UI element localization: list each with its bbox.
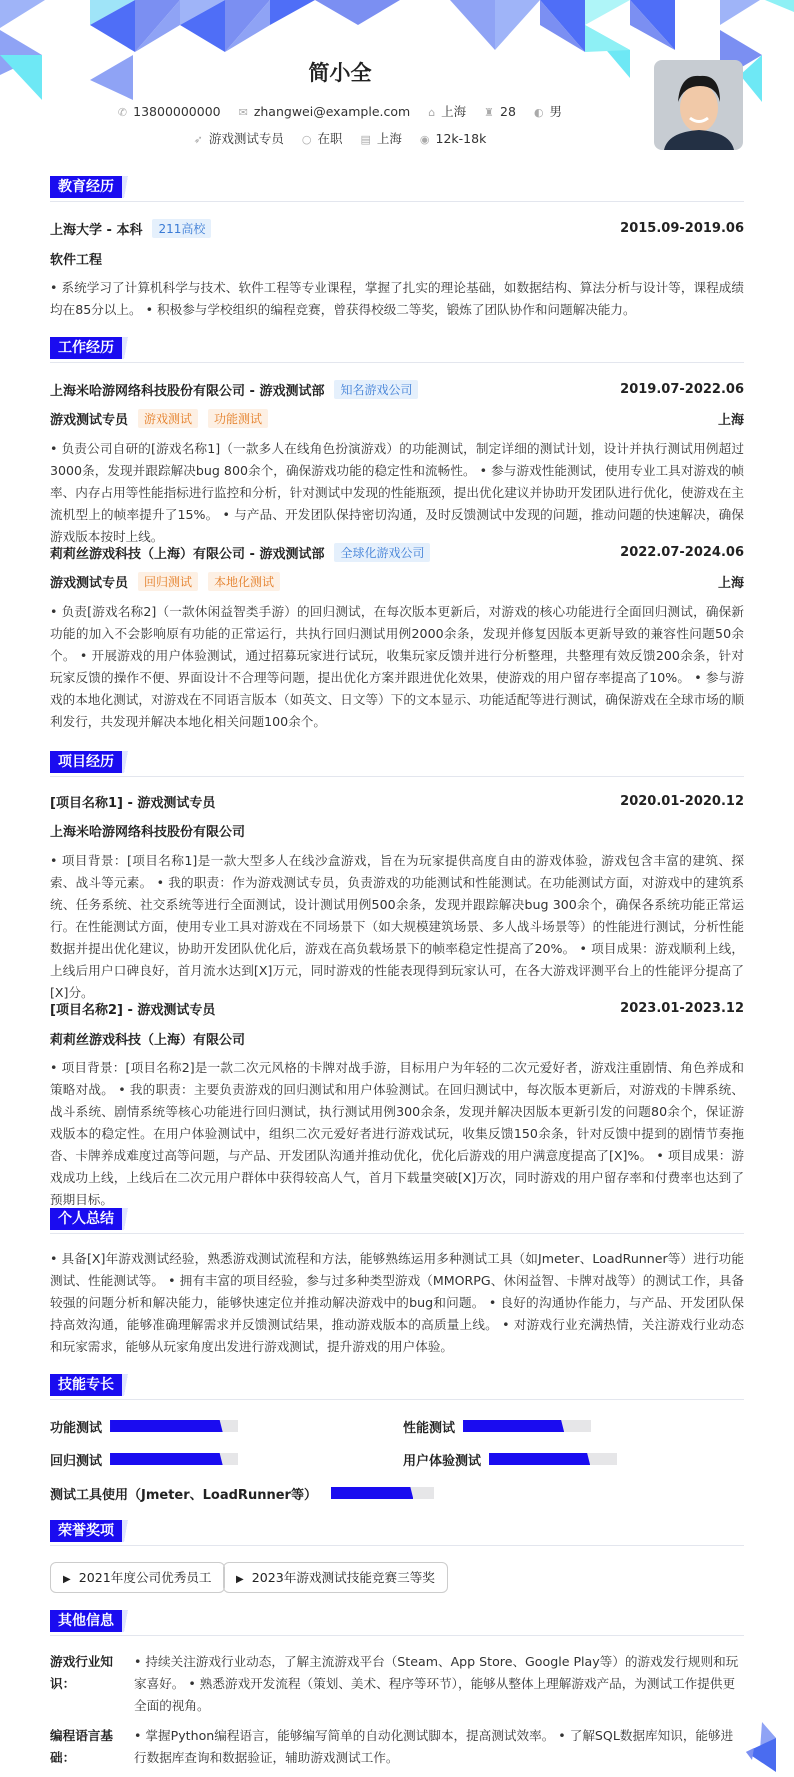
education-desc: • 系统学习了计算机科学与技术、软件工程等专业课程，掌握了扎实的理论基础，如数据结构、算法分析与设计等，课程成绩均在85分以上。 • 积极参与学校组织的编程竞赛，曾获得校级二等奖，锻炼了团队协作和问题解决能力。 <box>50 280 744 317</box>
work-location: 上海 <box>717 412 744 428</box>
corner-triangle-decoration <box>746 1722 780 1772</box>
send-icon: ➶ <box>193 133 203 146</box>
project-desc: • 项目背景：[项目名称1]是一款大型多人在线沙盒游戏，旨在为玩家提供高度自由的游戏体验，游戏包含丰富的建筑、探索、战斗等元素。 • 我的职责：作为游戏测试专员，负责游戏的功能测试和性能测试。在功能测试方面，对游戏中的建筑系统、任务系统、社交系统等进行全面测试，设计测试用例500余条，发现并跟踪解决bug 300余个，确保各系统功能正常运行。在性能测试方面，使用专业工具对游戏在不同场景下（如大规模建筑场景、多人战斗场景等）的性能进行测试，分析性能数据并提出优化建议，协助开发团队优化后，游戏在高负载场景下的帧率稳定性提高了20%。 • 项目成果：游戏顺利上线，上线后用户口碑良好，首月流水达到[X]万元，同时游戏的性能表现得到玩家认可，在各大游戏评测平台上的性能评分提高了[X]分。 <box>50 853 744 1000</box>
city: 上海 <box>441 104 467 119</box>
work-desc: • 负责[游戏名称2]（一款休闲益智类手游）的回归测试，在每次版本更新后，对游戏的核心功能进行全面回归测试，确保新功能的加入不会影响原有功能的正常运行，共执行回归测试用例2000余条，发现并修复因版本更新导致的兼容性问题50余个。 • 开展游戏的用户体验测试，通过招募玩家进行试玩，收集玩家反馈并进行分析整理，共整理有效反馈200余条，针对玩家反馈的操作不便、界面设计不合理等问题，提出优化方案并跟进优化效果，使游戏的用户留存率提高了10%。 • 参与游戏的本地化测试，对游戏在不同语言版本（如英文、日文等）下的文本显示、功能适配等进行测试，确保游戏在全球市场的顺利发行，共发现并解决本地化相关问题100余个。 <box>50 604 744 729</box>
work-role: 游戏测试专员 回归测试 本地化测试 上海 <box>50 571 744 591</box>
candidate-name: 简小全 <box>308 61 372 85</box>
work-date: 2022.07-2024.06 <box>620 544 744 560</box>
role-tag: 回归测试 <box>138 572 198 591</box>
major: 软件工程 <box>50 252 103 268</box>
phone: 13800000000 <box>133 104 221 119</box>
skill-bar <box>489 1453 617 1465</box>
project-date: 2020.01-2020.12 <box>620 793 744 809</box>
school: 上海大学 - 本科 <box>50 222 143 238</box>
project-company: 上海米哈游网络科技股份有限公司 <box>50 824 246 840</box>
work-date: 2019.07-2022.06 <box>620 381 744 397</box>
age: 28 <box>500 104 516 119</box>
section-skills: 技能专长 <box>50 1376 744 1400</box>
job-intent-row <box>0 129 680 147</box>
skill-bar-fill <box>463 1420 564 1432</box>
status: 在职 <box>317 131 343 146</box>
summary-text: • 具备[X]年游戏测试经验，熟悉游戏测试流程和方法，能够熟练运用多种测试工具（如Jmeter、LoadRunner等）进行功能测试、性能测试等。 • 拥有丰富的项目经验，参与过多种类型游戏（MMORPG、休闲益智、卡牌对战等）的测试工作，具备较强的问题分析和解决能力，能够快速定位并推动解决游戏中的bug和问题。 • 良好的沟通协作能力，与产品、开发团队保持高效沟通，能够准确理解需求并反馈测试结果，推动游戏版本的高质量上线。 • 对游戏行业充满热情，关注游戏行业动态和玩家需求，能够从玩家角度出发进行游戏测试，提升游戏的用户体验。 <box>50 1251 744 1354</box>
status-icon: ○ <box>301 133 312 146</box>
skill-item: 用户体验测试 <box>403 1449 617 1469</box>
other-info-item: 编程语言基础： • 掌握Python编程语言，能够编写简单的自动化测试脚本，提高测试效率。 • 了解SQL数据库知识，能够进行数据库查询和数据验证，辅助游戏测试工作。 <box>50 1728 734 1765</box>
salary-icon: ◉ <box>419 133 430 146</box>
salary: 12k-18k <box>435 131 487 146</box>
skill-bar <box>463 1420 591 1432</box>
skill-item: 功能测试 <box>50 1416 238 1436</box>
school-tag: 211高校 <box>152 219 211 238</box>
project-desc: • 项目背景：[项目名称2]是一款二次元风格的卡牌对战手游，目标用户为年轻的二次元爱好者，游戏注重剧情、角色养成和策略对战。 • 我的职责：主要负责游戏的回归测试和用户体验测试。在回归测试中，每次版本更新后，对游戏的卡牌系统、战斗系统、剧情系统等核心功能进行回归测试，执行测试用例300余条，发现并解决因版本更新引发的问题80余个，保证游戏版本的稳定性。在用户体验测试中，组织二次元爱好者进行游戏试玩，收集反馈150余条，针对反馈中提到的剧情节奏拖沓、卡牌养成难度过高等问题，与产品、开发团队沟通并推动优化，优化后游戏的用户满意度提高了[X]%。 • 项目成果：游戏成功上线，上线后在二次元用户群体中获得较高人气，首月下载量突破[X]万次，同时游戏的用户留存率和付费率也达到了预期目标。 <box>50 1060 744 1207</box>
age-icon: ♜ <box>484 106 495 119</box>
target-city: 上海 <box>376 131 402 146</box>
company-tag: 全球化游戏公司 <box>334 543 430 562</box>
work-company: 上海米哈游网络科技股份有限公司 - 游戏测试部 知名游戏公司 2019.07-2022.06 <box>50 381 744 399</box>
home-icon: ⌂ <box>428 106 436 119</box>
other-info-item: 游戏行业知识： • 持续关注游戏行业动态，了解主流游戏平台（Steam、App Store、Google Play等）的游戏发行规则和玩家喜好。 • 熟悉游戏开发流程（策划、美术、程序等环节），能够从整体上理解游戏产品，为测试工作提供更全面的视角。 <box>50 1654 739 1713</box>
work-desc: • 负责公司自研的[游戏名称1]（一款多人在线角色扮演游戏）的功能测试，制定详细的测试计划，设计并执行测试用例超过3000条，发现并跟踪解决bug 800余个，确保游戏功能的稳定性和流畅性。 • 参与游戏性能测试，使用专业工具对游戏的帧率、内存占用等性能指标进行监控和分析，针对测试中发现的性能瓶颈，提出优化建议并协助开发团队进行优化，使游戏在主流机型上的帧率提升了15%。 • 与产品、开发团队保持密切沟通，及时反馈测试中发现的问题，推动问题的快速解决，确保游戏版本按时上线。 <box>50 441 744 544</box>
skill-item: 性能测试 <box>403 1416 591 1436</box>
work-role: 游戏测试专员 游戏测试 功能测试 上海 <box>50 408 744 428</box>
section-summary: 个人总结 <box>50 1210 744 1234</box>
section-work: 工作经历 <box>50 339 744 363</box>
triangle-right-icon: ▶ <box>63 1574 71 1585</box>
role-tag: 功能测试 <box>208 409 268 428</box>
building-icon: ▤ <box>360 133 371 146</box>
skill-bar-fill <box>331 1487 413 1499</box>
company-tag: 知名游戏公司 <box>334 380 418 399</box>
mail-icon: ✉ <box>238 106 248 119</box>
work-location: 上海 <box>717 575 744 591</box>
role-tag: 本地化测试 <box>208 572 280 591</box>
section-other: 其他信息 <box>50 1612 744 1636</box>
work-company: 莉莉丝游戏科技（上海）有限公司 - 游戏测试部 全球化游戏公司 2022.07-2024.06 <box>50 544 744 562</box>
section-projects: 项目经历 <box>50 753 744 777</box>
project-date: 2023.01-2023.12 <box>620 1000 744 1016</box>
gender: 男 <box>549 104 563 119</box>
award-item: ▶ 2023年游戏测试技能竞赛三等奖 <box>223 1562 448 1593</box>
phone-icon: ✆ <box>117 106 128 119</box>
skill-bar-fill <box>110 1453 223 1465</box>
education-date: 2015.09-2019.06 <box>620 220 744 236</box>
section-education: 教育经历 <box>50 178 744 202</box>
position: 游戏测试专员 <box>208 131 284 146</box>
contact-row <box>0 102 680 120</box>
award-item: ▶ 2021年度公司优秀员工 <box>50 1562 225 1593</box>
project-title: [项目名称2] - 游戏测试专员 2023.01-2023.12 <box>50 1000 744 1018</box>
skill-bar-fill <box>110 1420 223 1432</box>
skill-item: 测试工具使用（Jmeter、LoadRunner等） <box>50 1483 434 1503</box>
skill-bar-fill <box>489 1453 590 1465</box>
email: zhangwei@example.com <box>253 104 411 119</box>
gender-icon: ◐ <box>533 106 544 119</box>
avatar-photo <box>654 60 743 150</box>
section-awards: 荣誉奖项 <box>50 1522 744 1546</box>
skill-bar <box>110 1420 238 1432</box>
skill-item: 回归测试 <box>50 1449 238 1469</box>
project-company: 莉莉丝游戏科技（上海）有限公司 <box>50 1032 246 1048</box>
project-title: [项目名称1] - 游戏测试专员 2020.01-2020.12 <box>50 793 744 811</box>
education-entry <box>50 218 744 238</box>
skill-bar <box>331 1487 434 1499</box>
role-tag: 游戏测试 <box>138 409 198 428</box>
skill-bar <box>110 1453 238 1465</box>
triangle-right-icon: ▶ <box>236 1574 244 1585</box>
